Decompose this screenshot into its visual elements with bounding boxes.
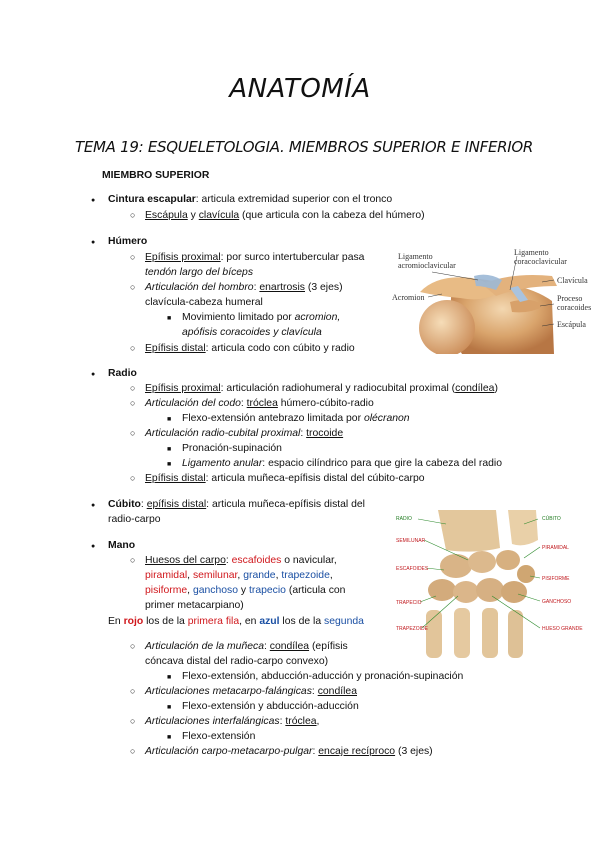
page-title: ANATOMÍA xyxy=(229,74,371,104)
list-item-mcf-mov: ■ Flexo-extensión y abducción-aducción xyxy=(182,699,359,714)
color-legend: En rojo los de la primera fila, en azul los de la segunda xyxy=(108,616,364,627)
list-item-humero-dist: ○ Epífisis distal: articula codo con cúbito y radio xyxy=(145,341,355,356)
label-ganchoso: GANCHOSO xyxy=(542,599,572,605)
label-clavicula: Clavícula xyxy=(557,276,588,285)
label-escafoides: ESCAFOIDES xyxy=(396,566,429,572)
list-item-cubito-2: radio-carpo xyxy=(108,514,161,525)
list-item-radio-dist: ○ Epífisis distal: articula muñeca-epífisis distal del cúbito-carpo xyxy=(145,471,425,486)
label-proceso-coracoides: Proceso coracoides xyxy=(557,294,592,312)
list-item-radiocubital: ○ Articulación radio-cubital proximal: trocoide xyxy=(145,426,343,441)
list-item-cubito: ● Cúbito: epífisis distal: articula muñeca-epífisis distal del xyxy=(108,497,365,512)
label-piramidal: PIRAMIDAL xyxy=(542,545,569,551)
page-subtitle: TEMA 19: ESQUELETOLOGIA. MIEMBROS SUPERIOR E INFERIOR xyxy=(75,138,534,156)
list-item-humero-prox: ○ Epífisis proximal: por surco intertubercular pasa xyxy=(145,250,364,265)
list-item-ligamento-anular: ■ Ligamento anular: espacio cilíndrico para que gire la cabeza del radio xyxy=(182,456,502,471)
list-item-carpo-2: piramidal, semilunar, grande, trapezoide, xyxy=(145,570,333,581)
label-radio: RADIO xyxy=(396,516,412,522)
list-item-hombro-2: clavícula-cabeza humeral xyxy=(145,297,263,308)
label-ligamento-acromioclavicular: Ligamento acromioclavicular xyxy=(398,252,456,270)
list-item-cintura: ● Cintura escapular: articula extremidad superior con el tronco xyxy=(108,192,392,207)
list-item-carpo: ○ Huesos del carpo: escafoides o navicular, xyxy=(145,553,337,568)
hand-figure xyxy=(396,510,583,658)
list-item-muneca-2: cóncava distal del radio-carpo convexo) xyxy=(145,656,329,667)
label-acromion: Acromion xyxy=(392,293,425,302)
label-pisiforme: PISIFORME xyxy=(542,576,570,582)
list-item-radio-prox: ○ Epífisis proximal: articulación radiohumeral y radiocubital proximal (condílea) xyxy=(145,381,498,396)
list-item-carpo-4: primer metacarpiano) xyxy=(145,600,244,611)
list-item-muneca-mov: ■ Flexo-extensión, abducción-aducción y pronación-supinación xyxy=(182,669,463,684)
label-cubito: CÚBITO xyxy=(542,516,561,522)
list-item-if-mov: ■ Flexo-extensión xyxy=(182,729,255,744)
list-item-radio: ● Radio xyxy=(108,366,137,381)
list-item-cmp: ○ Articulación carpo-metacarpo-pulgar: encaje recíproco (3 ejes) xyxy=(145,744,433,759)
list-item-mano: ● Mano xyxy=(108,538,135,553)
label-trapecio: TRAPECIO xyxy=(396,600,422,606)
label-trapezoide: TRAPEZOIDE xyxy=(396,626,428,632)
list-item-humero: ● Húmero xyxy=(108,234,147,249)
list-item-hombro-mov-2: apófisis coracoides y clavícula xyxy=(182,327,322,338)
shoulder-figure xyxy=(392,246,592,354)
list-item-codo-mov: ■ Flexo-extensión antebrazo limitada por olécranon xyxy=(182,411,410,426)
list-item-codo: ○ Articulación del codo: tróclea húmero-cúbito-radio xyxy=(145,396,374,411)
list-item-carpo-3: pisiforme, ganchoso y trapecio (articula con xyxy=(145,585,346,596)
list-item-escapula: ○ Escápula y clavícula (que articula con la cabeza del húmero) xyxy=(145,208,425,223)
label-hueso-grande: HUESO GRANDE xyxy=(542,626,583,632)
list-item-if: ○ Articulaciones interfalángicas: tróclea, xyxy=(145,714,319,729)
label-escapula: Escápula xyxy=(557,320,586,329)
list-item-humero-prox-2: tendón largo del bíceps xyxy=(145,267,254,278)
section-heading: MIEMBRO SUPERIOR xyxy=(102,170,210,181)
list-item-mcf: ○ Articulaciones metacarpo-falángicas: condílea xyxy=(145,684,357,699)
hand-illustration xyxy=(396,510,570,658)
label-semilunar: SEMILUNAR xyxy=(396,538,426,544)
list-item-hombro: ○ Articulación del hombro: enartrosis (3 ejes) xyxy=(145,280,343,295)
list-item-muneca: ○ Articulación de la muñeca: condílea (epífisis xyxy=(145,639,348,654)
list-item-pronacion: ■ Pronación-supinación xyxy=(182,441,282,456)
label-ligamento-coracoclavicular: Ligamento coracoclavicular xyxy=(514,248,567,266)
list-item-hombro-mov: ■ Movimiento limitado por acromion, xyxy=(182,310,340,325)
